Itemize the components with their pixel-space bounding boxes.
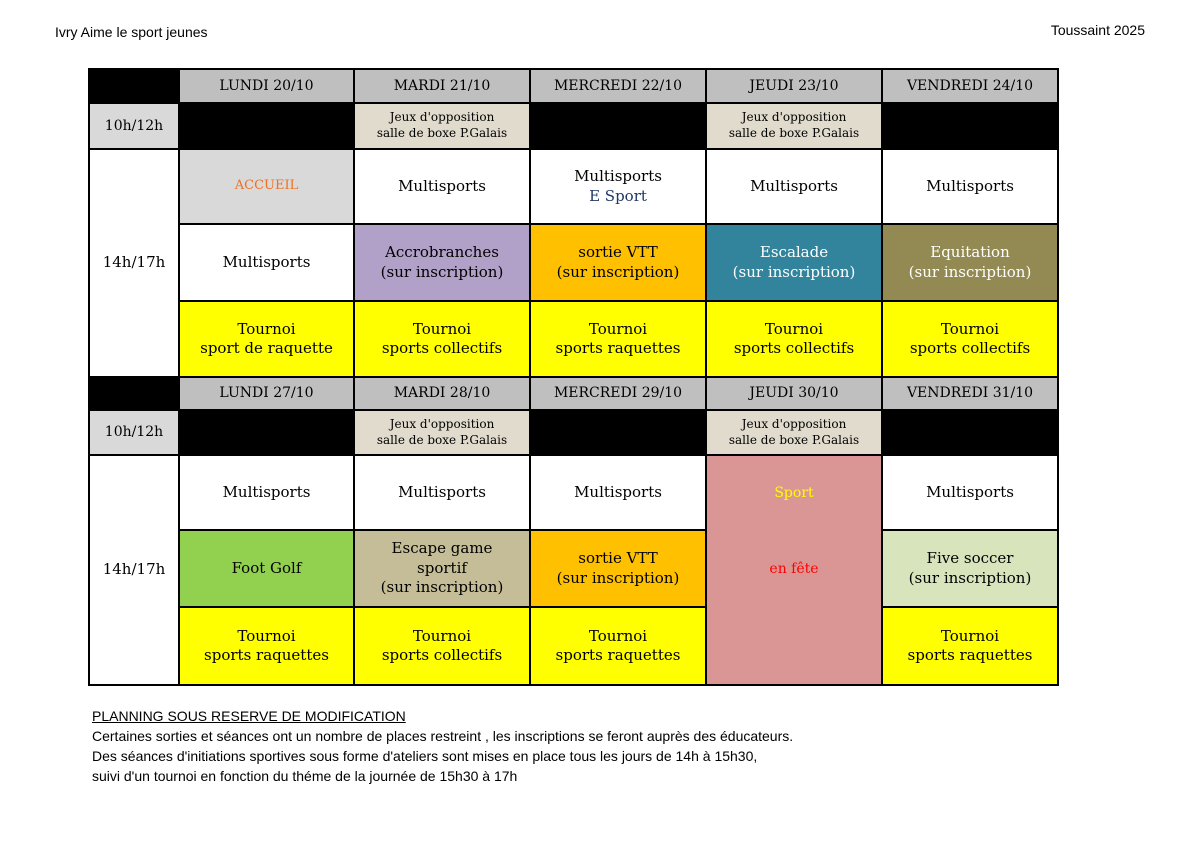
activity-line: sortie VTT	[578, 243, 658, 261]
empty-slot	[530, 410, 706, 455]
day-header: MERCREDI 22/10	[530, 69, 706, 103]
week2-day-header-row	[89, 377, 1058, 410]
activity-line: Five soccer	[926, 549, 1014, 567]
activity-line: sports collectifs	[733, 339, 855, 357]
activity-line: Escape game	[391, 539, 493, 558]
week1-afternoon-row-3	[89, 301, 1058, 377]
activity-boxe	[354, 410, 530, 455]
afternoon-time-label: 14h/17h	[89, 455, 179, 685]
activity-accueil: ACCUEIL	[179, 149, 354, 224]
activity-foot-golf: Foot Golf	[179, 530, 354, 607]
activity-tournoi	[179, 301, 354, 377]
notes-line: Certaines sorties et séances ont un nombre de places restreint , les inscriptions se feront auprès des éducateurs.	[92, 728, 794, 744]
activity-escape-game	[354, 530, 530, 607]
activity-tournoi	[530, 607, 706, 685]
notes-title: PLANNING SOUS RESERVE DE MODIFICATION	[92, 708, 406, 724]
activity-boxe	[706, 410, 882, 455]
week1-afternoon-row-1	[89, 149, 1058, 224]
activity-multisports: Multisports	[179, 455, 354, 530]
activity-line: (sur inscription)	[556, 568, 680, 587]
activity-line: Tournoi	[237, 319, 296, 338]
activity-line: Tournoi	[237, 626, 296, 645]
activity-line: Tournoi	[940, 626, 1000, 645]
activity-line: sports collectifs	[381, 339, 503, 357]
activity-boxe	[706, 103, 882, 149]
activity-line: Multisports	[574, 167, 662, 185]
day-header: VENDREDI 24/10	[882, 69, 1058, 103]
day-header: MERCREDI 29/10	[530, 377, 706, 410]
corner-cell	[89, 377, 179, 410]
activity-line: en fête	[769, 561, 819, 578]
empty-slot	[882, 410, 1058, 455]
activity-line: sports collectifs	[909, 339, 1031, 357]
day-header: MARDI 21/10	[354, 69, 530, 103]
activity-line: Escalade	[759, 243, 829, 261]
activity-line: (sur inscription)	[380, 262, 504, 281]
day-header: VENDREDI 31/10	[882, 377, 1058, 410]
activity-line: Equitation	[930, 243, 1010, 261]
week2-afternoon-row-1	[89, 455, 1058, 530]
activity-tournoi	[354, 301, 530, 377]
header-period: Toussaint 2025	[1050, 22, 1145, 38]
activity-multisports: Multisports	[354, 149, 530, 224]
activity-escalade	[706, 224, 882, 301]
activity-vtt	[530, 530, 706, 607]
activity-line: Tournoi	[940, 319, 1000, 338]
activity-tournoi	[354, 607, 530, 685]
activity-line: Sport	[774, 485, 814, 502]
activity-line: sortie VTT	[578, 549, 658, 567]
day-header: MARDI 28/10	[354, 377, 530, 410]
activity-line: (sur inscription)	[908, 262, 1032, 281]
empty-slot	[179, 103, 354, 149]
day-header: JEUDI 30/10	[706, 377, 882, 410]
activity-multisports: Multisports	[530, 455, 706, 530]
afternoon-time-label: 14h/17h	[89, 149, 179, 377]
activity-boxe	[354, 103, 530, 149]
activity-line: E Sport	[589, 186, 647, 205]
schedule-table	[88, 68, 1059, 686]
activity-line: sportif	[417, 558, 467, 577]
activity-line: sports raquettes	[555, 646, 681, 664]
empty-slot	[530, 103, 706, 149]
activity-line: sports raquettes	[907, 646, 1033, 664]
activity-multisports-esport	[530, 149, 706, 224]
activity-line: (sur inscription)	[732, 262, 856, 281]
activity-five-soccer	[882, 530, 1058, 607]
activity-line: salle de boxe P.Galais	[728, 432, 860, 447]
activity-tournoi	[882, 607, 1058, 685]
activity-vtt	[530, 224, 706, 301]
morning-time-label: 10h/12h	[89, 103, 179, 149]
week2-afternoon-row-3	[89, 607, 1058, 685]
week1-day-header-row	[89, 69, 1058, 103]
day-header: LUNDI 27/10	[179, 377, 354, 410]
day-header: LUNDI 20/10	[179, 69, 354, 103]
activity-line: Jeux d'opposition	[389, 110, 495, 125]
activity-tournoi	[530, 301, 706, 377]
activity-line: (sur inscription)	[908, 568, 1032, 587]
activity-line: Jeux d'opposition	[741, 110, 847, 125]
week2-morning-row	[89, 410, 1058, 455]
activity-tournoi	[882, 301, 1058, 377]
activity-multisports: Multisports	[882, 455, 1058, 530]
planning-notes	[92, 706, 793, 786]
week2-afternoon-row-2	[89, 530, 1058, 607]
activity-tournoi	[706, 301, 882, 377]
activity-sport-en-fete	[706, 455, 882, 685]
activity-line: Accrobranches	[385, 243, 499, 261]
activity-equitation	[882, 224, 1058, 301]
notes-line: suivi d'un tournoi en fonction du théme de la journée de 15h30 à 17h	[92, 768, 518, 784]
notes-line: Des séances d'initiations sportives sous forme d'ateliers sont mises en place tous les jours de 14h à 15h30,	[92, 748, 758, 764]
activity-line: Jeux d'opposition	[741, 416, 847, 431]
activity-line: sports raquettes	[555, 339, 681, 357]
empty-slot	[179, 410, 354, 455]
activity-line: Jeux d'opposition	[389, 416, 495, 431]
activity-multisports: Multisports	[882, 149, 1058, 224]
activity-line: Tournoi	[588, 626, 648, 645]
activity-line: Tournoi	[412, 319, 472, 338]
activity-line: sports raquettes	[204, 646, 329, 664]
empty-slot	[882, 103, 1058, 149]
activity-line: Tournoi	[588, 319, 648, 338]
week1-morning-row	[89, 103, 1058, 149]
morning-time-label: 10h/12h	[89, 410, 179, 455]
week1-afternoon-row-2	[89, 224, 1058, 301]
activity-line: salle de boxe P.Galais	[376, 432, 508, 447]
activity-accrobranches	[354, 224, 530, 301]
day-header: JEUDI 23/10	[706, 69, 882, 103]
corner-cell	[89, 69, 179, 103]
activity-line: salle de boxe P.Galais	[376, 126, 508, 140]
activity-line: sports collectifs	[381, 646, 503, 664]
activity-multisports: Multisports	[179, 224, 354, 301]
activity-line: Tournoi	[764, 319, 824, 338]
activity-multisports: Multisports	[354, 455, 530, 530]
activity-line: sport de raquette	[200, 339, 333, 357]
activity-line: salle de boxe P.Galais	[728, 126, 860, 140]
header-organization: Ivry Aime le sport jeunes	[55, 24, 208, 40]
activity-line: Tournoi	[412, 626, 472, 645]
activity-line: (sur inscription)	[556, 262, 680, 281]
activity-tournoi	[179, 607, 354, 685]
activity-line: (sur inscription)	[380, 578, 504, 597]
activity-multisports: Multisports	[706, 149, 882, 224]
